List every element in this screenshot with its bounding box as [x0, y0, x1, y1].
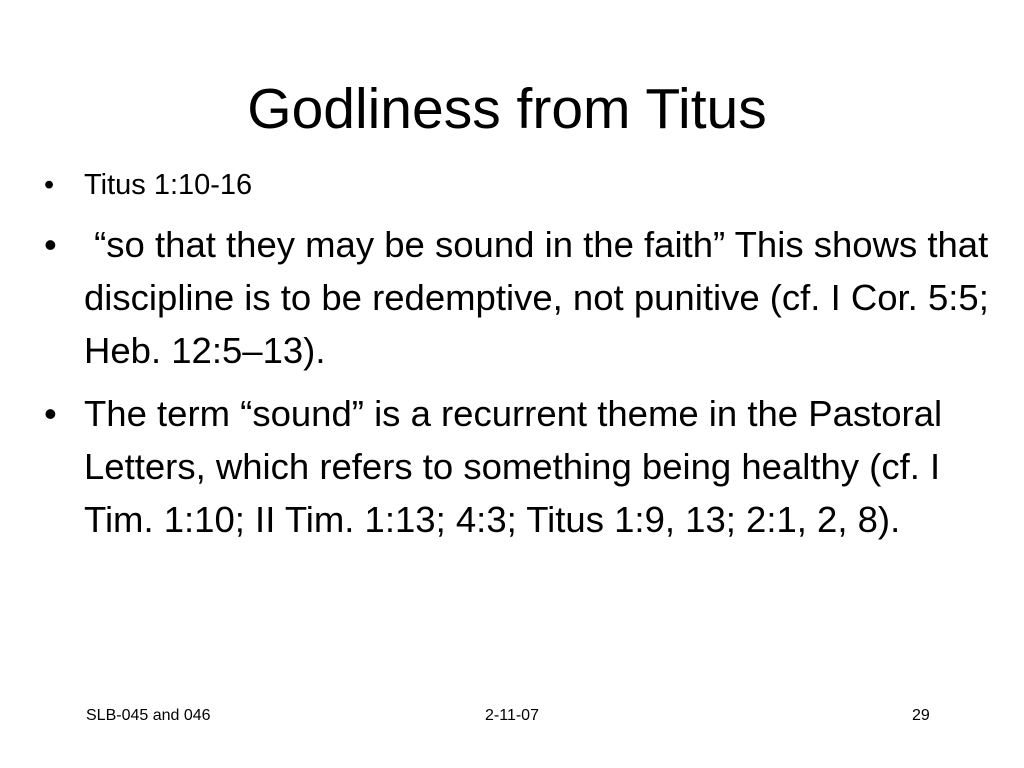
- footer-date: 2-11-07: [485, 707, 539, 724]
- slide-title: Godliness from Titus: [247, 77, 767, 141]
- footer-source: SLB-045 and 046: [86, 707, 211, 724]
- bullet-item: [44, 387, 1004, 546]
- page-number: 29: [912, 707, 930, 724]
- bullet-item: [44, 218, 1004, 377]
- bullet-text: “so that they may be sound in the faith” This shows that discipline is to be redemptive, not punitive (cf. I Cor. 5:5; Heb. 12:5–13).: [84, 224, 999, 371]
- bullet-list: [44, 162, 1004, 556]
- bullet-item: [44, 162, 1004, 208]
- bullet-marker: •: [44, 393, 57, 434]
- bullet-text: The term “sound” is a recurrent theme in the Pastoral Letters, which refers to something being healthy (cf. I Tim. 1:10; II Tim. 1:13; 4:3; Titus 1:9, 13; 2:1, 2, 8).: [84, 393, 943, 540]
- bullet-marker: •: [44, 169, 55, 201]
- bullet-marker: •: [44, 224, 57, 265]
- bullet-text: Titus 1:10-16: [84, 169, 253, 201]
